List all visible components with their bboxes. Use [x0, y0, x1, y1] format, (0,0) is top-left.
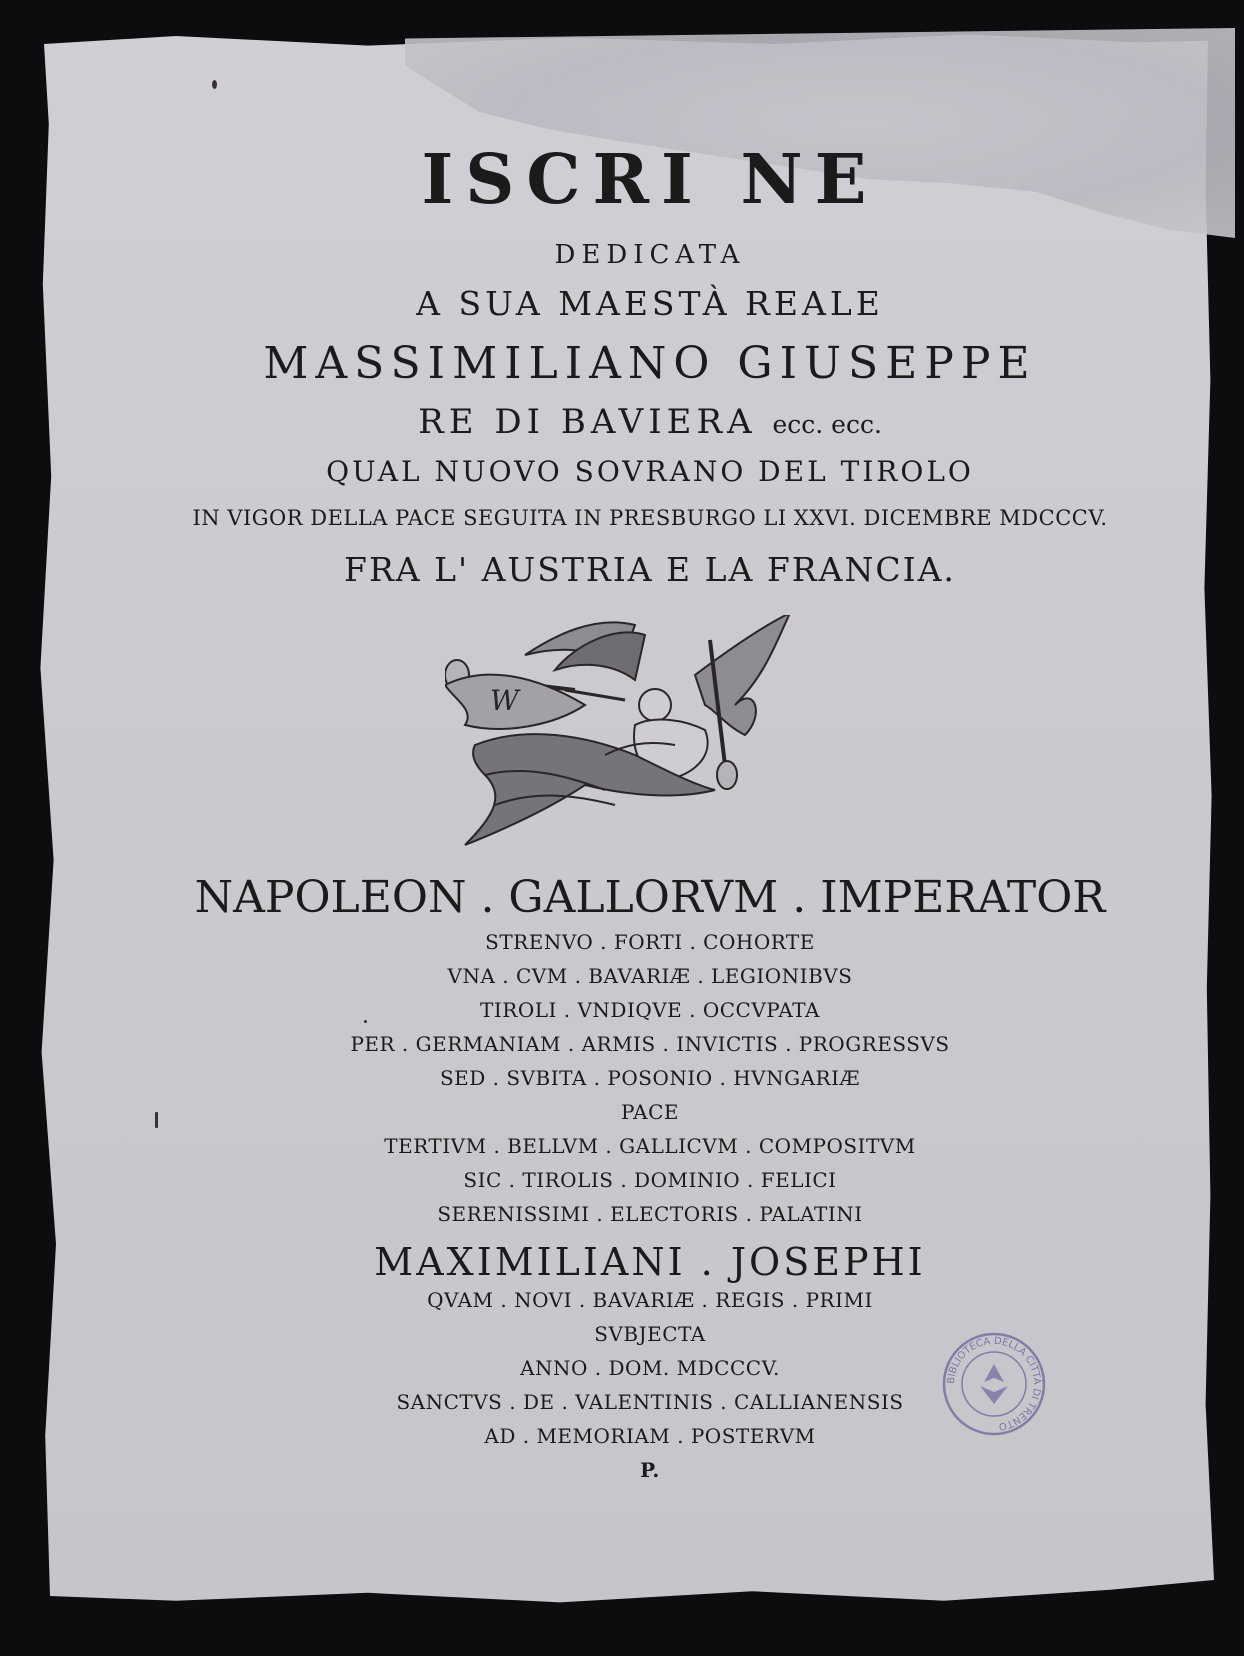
sovereign-line: QUAL NUOVO SOVRANO DEL TIROLO [326, 455, 974, 488]
inscription-name: MAXIMILIANI . JOSEPHI [374, 1240, 926, 1284]
inscription-line: QVAM . NOVI . BAVARIÆ . REGIS . PRIMI [427, 1288, 873, 1312]
latin-inscription [60, 0, 1240, 1500]
inscription-line: SANCTVS . DE . VALENTINIS . CALLIANENSIS [396, 1390, 904, 1414]
inscription-line: AD . MEMORIAM . POSTERVM [484, 1424, 816, 1448]
between-line: FRA L' AUSTRIA E LA FRANCIA. [344, 550, 956, 589]
inscription-line: SERENISSIMI . ELECTORIS . PALATINI [437, 1202, 863, 1226]
addressee-line: A SUA MAESTÀ REALE [416, 284, 884, 323]
inscription-line: TIROLI . VNDIQVE . OCCVPATA [480, 998, 820, 1022]
inscription-line: PACE [621, 1100, 679, 1124]
peace-line: IN VIGOR DELLA PACE SEGUITA IN PRESBURGO LI XXVI. DICEMBRE MDCCCV. [192, 506, 1108, 530]
library-stamp [940, 1330, 1048, 1438]
inscription-heading: NAPOLEON . GALLORVM . IMPERATOR [194, 872, 1106, 923]
inscription-line: STRENVO . FORTI . COHORTE [485, 930, 815, 954]
inscription-line: PER . GERMANIAM . ARMIS . INVICTIS . PROGRESSVS [350, 1032, 950, 1056]
king-title-text: RE DI BAVIERA [418, 402, 757, 442]
svg-text:W: W [490, 684, 519, 717]
inscription-line: ANNO . DOM. MDCCCV. [520, 1356, 780, 1380]
document-title: ISCRI NE [421, 140, 879, 220]
inscription-line: SED . SVBITA . POSONIO . HVNGARIÆ [439, 1066, 860, 1090]
inscription-line: P. [640, 1458, 660, 1482]
etc-text: ecc. ecc. [772, 410, 882, 439]
dedication-line: DEDICATA [554, 240, 746, 270]
stamp-text: BIBLIOTECA DELLA CITTÀ DI TRENTO [945, 1335, 1043, 1432]
inscription-line: SVBJECTA [594, 1322, 706, 1346]
inscription-line: VNA . CVM . BAVARIÆ . LEGIONIBVS [447, 964, 853, 988]
inscription-line: SIC . TIROLIS . DOMINIO . FELICI [463, 1168, 837, 1192]
inscription-line: TERTIVM . BELLVM . GALLICVM . COMPOSITVM [384, 1134, 916, 1158]
eagle-icon [980, 1364, 1008, 1404]
king-name: MASSIMILIANO GIUSEPPE [263, 338, 1037, 389]
